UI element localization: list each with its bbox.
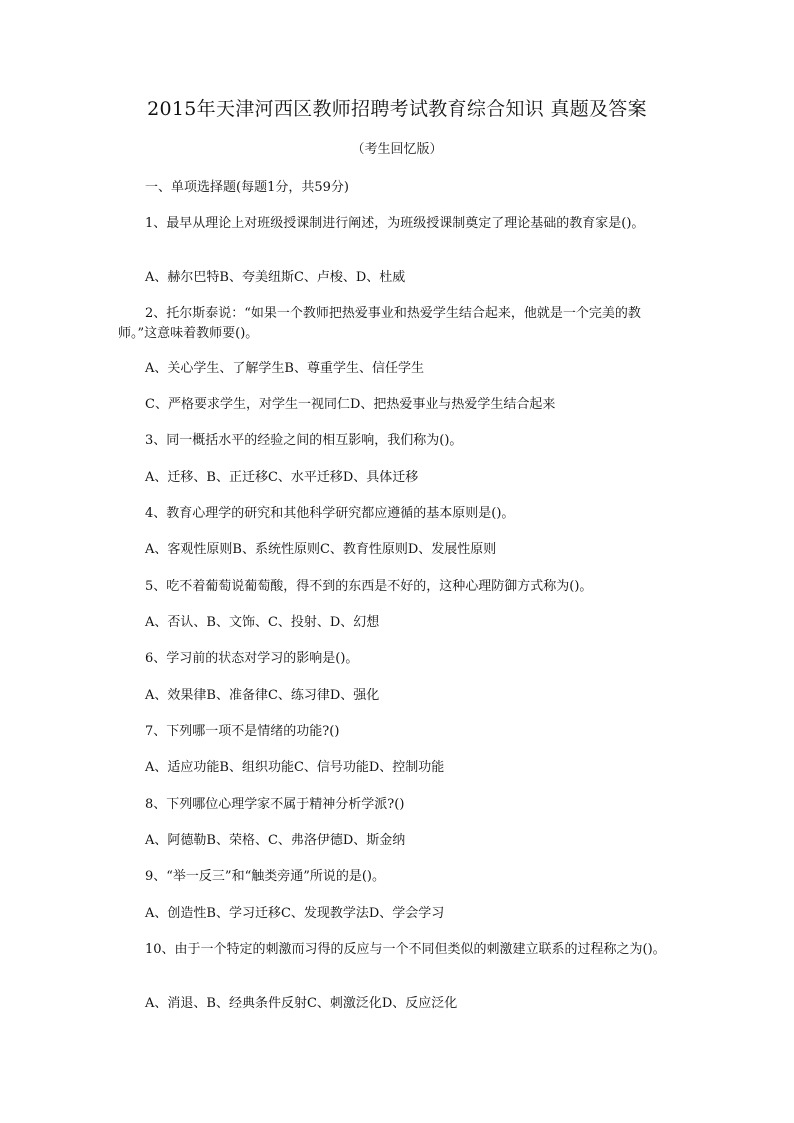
question-options: C、严格要求学生，对学生一视同仁D、把热爱事业与热爱学生结合起来 bbox=[145, 397, 556, 412]
section-heading: 一、单项选择题(每题1分，共59分) bbox=[145, 180, 349, 195]
question-options: A、效果律B、准备律C、练习律D、强化 bbox=[145, 688, 380, 703]
question-options: A、否认、B、文饰、C、投射、D、幻想 bbox=[145, 615, 380, 630]
page-subtitle: （考生回忆版） bbox=[351, 142, 443, 157]
question-options: A、迁移、B、正迁移C、水平迁移D、具体迁移 bbox=[145, 470, 419, 485]
question-options: A、赫尔巴特B、夸美纽斯C、卢梭、D、杜威 bbox=[145, 270, 406, 285]
question-options: A、创造性B、学习迁移C、发现教学法D、学会学习 bbox=[145, 906, 445, 921]
question-options: A、关心学生、了解学生B、尊重学生、信任学生 bbox=[145, 361, 424, 376]
question-stem: 6、学习前的状态对学习的影响是()。 bbox=[145, 651, 359, 666]
question-stem: 3、同一概括水平的经验之间的相互影响，我们称为()。 bbox=[145, 433, 463, 448]
question-options: A、客观性原则B、系统性原则C、教育性原则D、发展性原则 bbox=[145, 542, 497, 557]
question-stem: 7、下列哪一项不是情绪的功能?() bbox=[145, 724, 340, 739]
question-stem: 8、下列哪位心理学家不属于精神分析学派?() bbox=[145, 797, 405, 812]
question-stem: 4、教育心理学的研究和其他科学研究都应遵循的基本原则是()。 bbox=[145, 506, 515, 521]
question-options: A、适应功能B、组织功能C、信号功能D、控制功能 bbox=[145, 760, 445, 775]
question-stem: 9、“举一反三”和“触类旁通”所说的是()。 bbox=[145, 869, 385, 884]
question-stem: 1、最早从理论上对班级授课制进行阐述，为班级授课制奠定了理论基础的教育家是()。 bbox=[145, 216, 645, 231]
question-options: A、消退、B、经典条件反射C、刺激泛化D、反应泛化 bbox=[145, 996, 458, 1011]
question-stem: 10、由于一个特定的刺激而习得的反应与一个不同但类似的刺激建立联系的过程称之为()。 bbox=[145, 942, 666, 957]
page-title: 2015年天津河西区教师招聘考试教育综合知识 真题及答案 bbox=[147, 98, 647, 120]
question-stem: 5、吃不着葡萄说葡萄酸，得不到的东西是不好的，这种心理防御方式称为()。 bbox=[145, 579, 593, 594]
question-stem: 2、托尔斯泰说：“如果一个教师把热爱事业和热爱学生结合起来，他就是一个完美的教师。”这意味着教师要()。 bbox=[118, 306, 641, 341]
question-options: A、阿德勒B、荣格、C、弗洛伊德D、斯金纳 bbox=[145, 833, 406, 848]
